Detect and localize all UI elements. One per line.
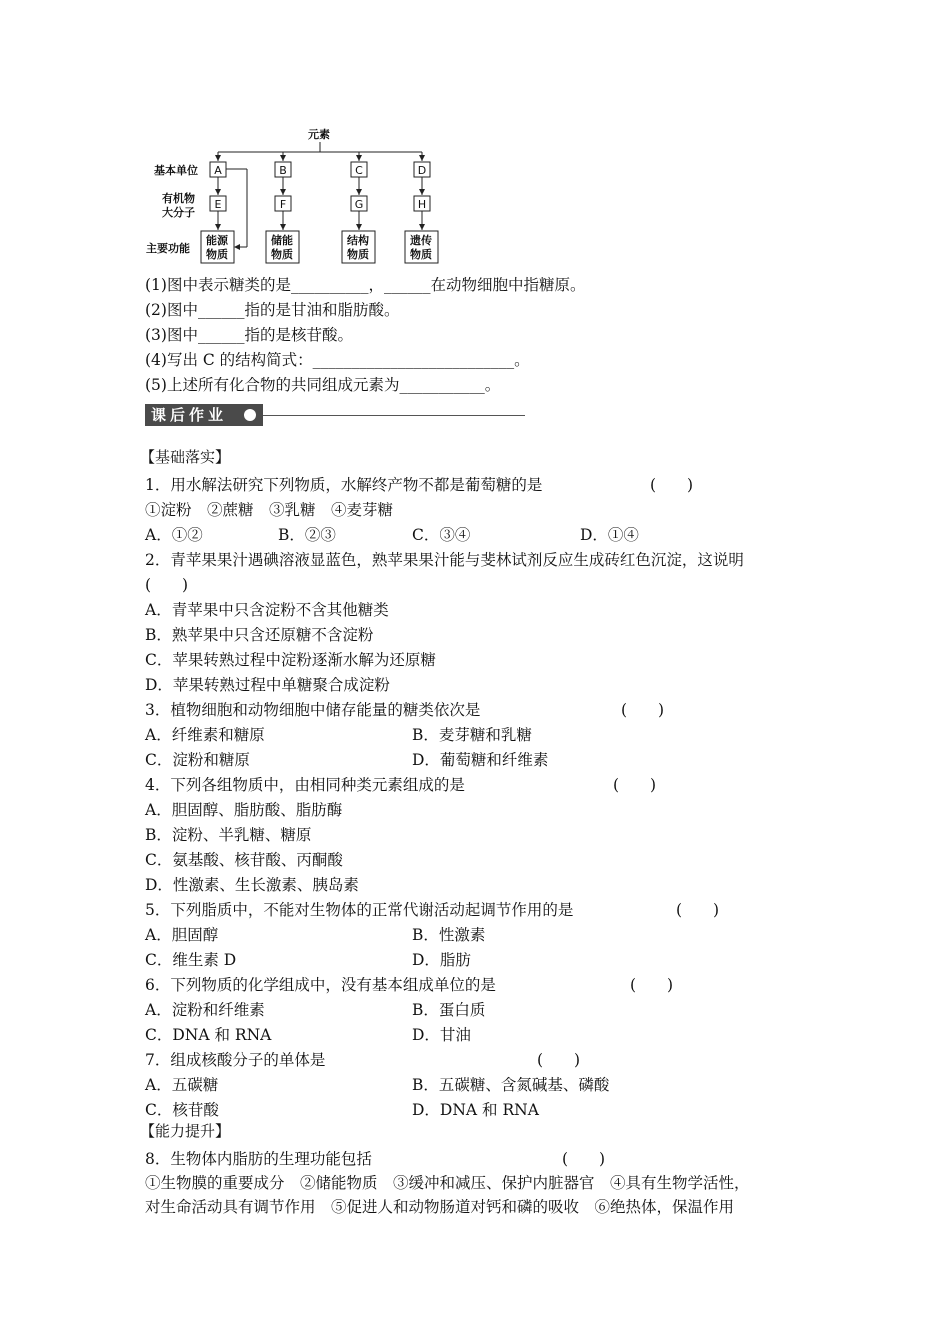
function-structure-1: 结构 bbox=[347, 234, 369, 247]
homework-banner bbox=[145, 404, 525, 426]
row-label-unit: 基本单位 bbox=[154, 164, 198, 177]
q4-option-a: A．胆固醇、脂肪酸、脂肪酶 bbox=[145, 801, 343, 819]
section-ability: 【能力提升】 bbox=[140, 1122, 231, 1140]
section-basic: 【基础落实】 bbox=[140, 448, 231, 466]
q5-answer-paren: ( ) bbox=[676, 901, 720, 919]
macro-G: G bbox=[354, 198, 364, 211]
row-label-function: 主要功能 bbox=[146, 242, 190, 255]
q5-option-a: A．胆固醇 bbox=[145, 926, 219, 944]
q7-answer-paren: ( ) bbox=[537, 1051, 581, 1069]
intro-question-1: (1)图中表示糖类的是__________，______在动物细胞中指糖原。 bbox=[145, 276, 586, 294]
q8-answer-paren: ( ) bbox=[562, 1150, 606, 1168]
q1-option-c: C．③④ bbox=[412, 526, 471, 544]
q3-option-d: D．葡萄糖和纤维素 bbox=[412, 751, 549, 769]
q7-option-c: C．核苷酸 bbox=[145, 1101, 219, 1119]
q6-option-a: A．淀粉和纤维素 bbox=[145, 1001, 265, 1019]
row-label-macro-2: 大分子 bbox=[162, 206, 195, 219]
q3-option-a: A．纤维素和糖原 bbox=[145, 726, 265, 744]
q6-option-c: C．DNA 和 RNA bbox=[145, 1026, 272, 1044]
q1-option-b: B．②③ bbox=[278, 526, 336, 544]
q2-stem: 2．青苹果果汁遇碘溶液显蓝色，熟苹果果汁能与斐林试剂反应生成砖红色沉淀，这说明 bbox=[145, 551, 744, 569]
q2-option-a: A．青苹果中只含淀粉不含其他糖类 bbox=[145, 601, 389, 619]
function-structure-2: 物质 bbox=[347, 248, 369, 261]
q3-option-b: B．麦芽糖和乳糖 bbox=[412, 726, 532, 744]
unit-C: C bbox=[355, 164, 363, 177]
q3-answer-paren: ( ) bbox=[621, 701, 665, 719]
macro-F: F bbox=[279, 198, 287, 211]
q7-option-b: B．五碳糖、含氮碱基、磷酸 bbox=[412, 1076, 610, 1094]
unit-A: A bbox=[214, 164, 222, 177]
intro-question-3: (3)图中______指的是核苷酸。 bbox=[145, 326, 353, 344]
macro-E: E bbox=[214, 198, 222, 211]
q1-answer-paren: ( ) bbox=[650, 476, 694, 494]
unit-D: D bbox=[417, 164, 427, 177]
macro-H: H bbox=[417, 198, 427, 211]
q7-stem: 7．组成核酸分子的单体是 bbox=[145, 1051, 326, 1069]
concept-diagram bbox=[140, 122, 450, 272]
q8-items-line-2: 对生命活动具有调节作用 ⑤促进人和动物肠道对钙和磷的吸收 ⑥绝热体，保温作用 bbox=[145, 1198, 735, 1216]
function-genetic-2: 物质 bbox=[410, 248, 432, 261]
intro-question-2: (2)图中______指的是甘油和脂肪酸。 bbox=[145, 301, 400, 319]
q1-option-d: D．①④ bbox=[580, 526, 639, 544]
q4-option-c: C．氨基酸、核苷酸、丙酮酸 bbox=[145, 851, 343, 869]
q6-option-d: D．甘油 bbox=[412, 1026, 471, 1044]
q5-option-d: D．脂肪 bbox=[412, 951, 471, 969]
q7-option-a: A．五碳糖 bbox=[145, 1076, 219, 1094]
intro-question-5: (5)上述所有化合物的共同组成元素为___________。 bbox=[145, 376, 501, 394]
banner-rule bbox=[263, 415, 525, 416]
q8-stem: 8．生物体内脂肪的生理功能包括 bbox=[145, 1150, 372, 1168]
q5-option-c: C．维生素 D bbox=[145, 951, 237, 969]
function-storage-1: 储能 bbox=[271, 234, 293, 247]
q4-option-d: D．性激素、生长激素、胰岛素 bbox=[145, 876, 359, 894]
q6-answer-paren: ( ) bbox=[630, 976, 674, 994]
q8-items-line-1: ①生物膜的重要成分 ②储能物质 ③缓冲和减压、保护内脏器官 ④具有生物学活性， bbox=[145, 1174, 750, 1192]
q7-option-d: D．DNA 和 RNA bbox=[412, 1101, 539, 1119]
q6-stem: 6．下列物质的化学组成中，没有基本组成单位的是 bbox=[145, 976, 496, 994]
q4-option-b: B．淀粉、半乳糖、糖原 bbox=[145, 826, 312, 844]
q3-option-c: C．淀粉和糖原 bbox=[145, 751, 250, 769]
row-label-macro-1: 有机物 bbox=[162, 192, 195, 205]
q1-stem: 1．用水解法研究下列物质，水解终产物不都是葡萄糖的是 bbox=[145, 476, 543, 494]
function-genetic-1: 遗传 bbox=[410, 234, 432, 247]
q3-stem: 3．植物细胞和动物细胞中储存能量的糖类依次是 bbox=[145, 701, 481, 719]
q1-option-a: A．①② bbox=[145, 526, 203, 544]
diagram-top-label: 元素 bbox=[308, 128, 330, 141]
q5-option-b: B．性激素 bbox=[412, 926, 486, 944]
q4-stem: 4．下列各组物质中，由相同种类元素组成的是 bbox=[145, 776, 465, 794]
unit-B: B bbox=[279, 164, 287, 177]
banner-dot-icon bbox=[244, 409, 256, 421]
q2-option-c: C．苹果转熟过程中淀粉逐渐水解为还原糖 bbox=[145, 651, 436, 669]
intro-question-4: (4)写出 C 的结构简式：__________________________。 bbox=[145, 351, 530, 369]
q1-items: ①淀粉 ②蔗糖 ③乳糖 ④麦芽糖 bbox=[145, 501, 394, 519]
banner-title: 课后作业 bbox=[151, 406, 228, 424]
q4-answer-paren: ( ) bbox=[613, 776, 657, 794]
function-energy-1: 能源 bbox=[206, 234, 228, 247]
q2-option-d: D．苹果转熟过程中单糖聚合成淀粉 bbox=[145, 676, 390, 694]
function-storage-2: 物质 bbox=[271, 248, 293, 261]
q5-stem: 5．下列脂质中，不能对生物体的正常代谢活动起调节作用的是 bbox=[145, 901, 574, 919]
q2-answer-paren: ( ) bbox=[145, 576, 189, 594]
q6-option-b: B．蛋白质 bbox=[412, 1001, 486, 1019]
q2-option-b: B．熟苹果中只含还原糖不含淀粉 bbox=[145, 626, 374, 644]
function-energy-2: 物质 bbox=[206, 248, 228, 261]
